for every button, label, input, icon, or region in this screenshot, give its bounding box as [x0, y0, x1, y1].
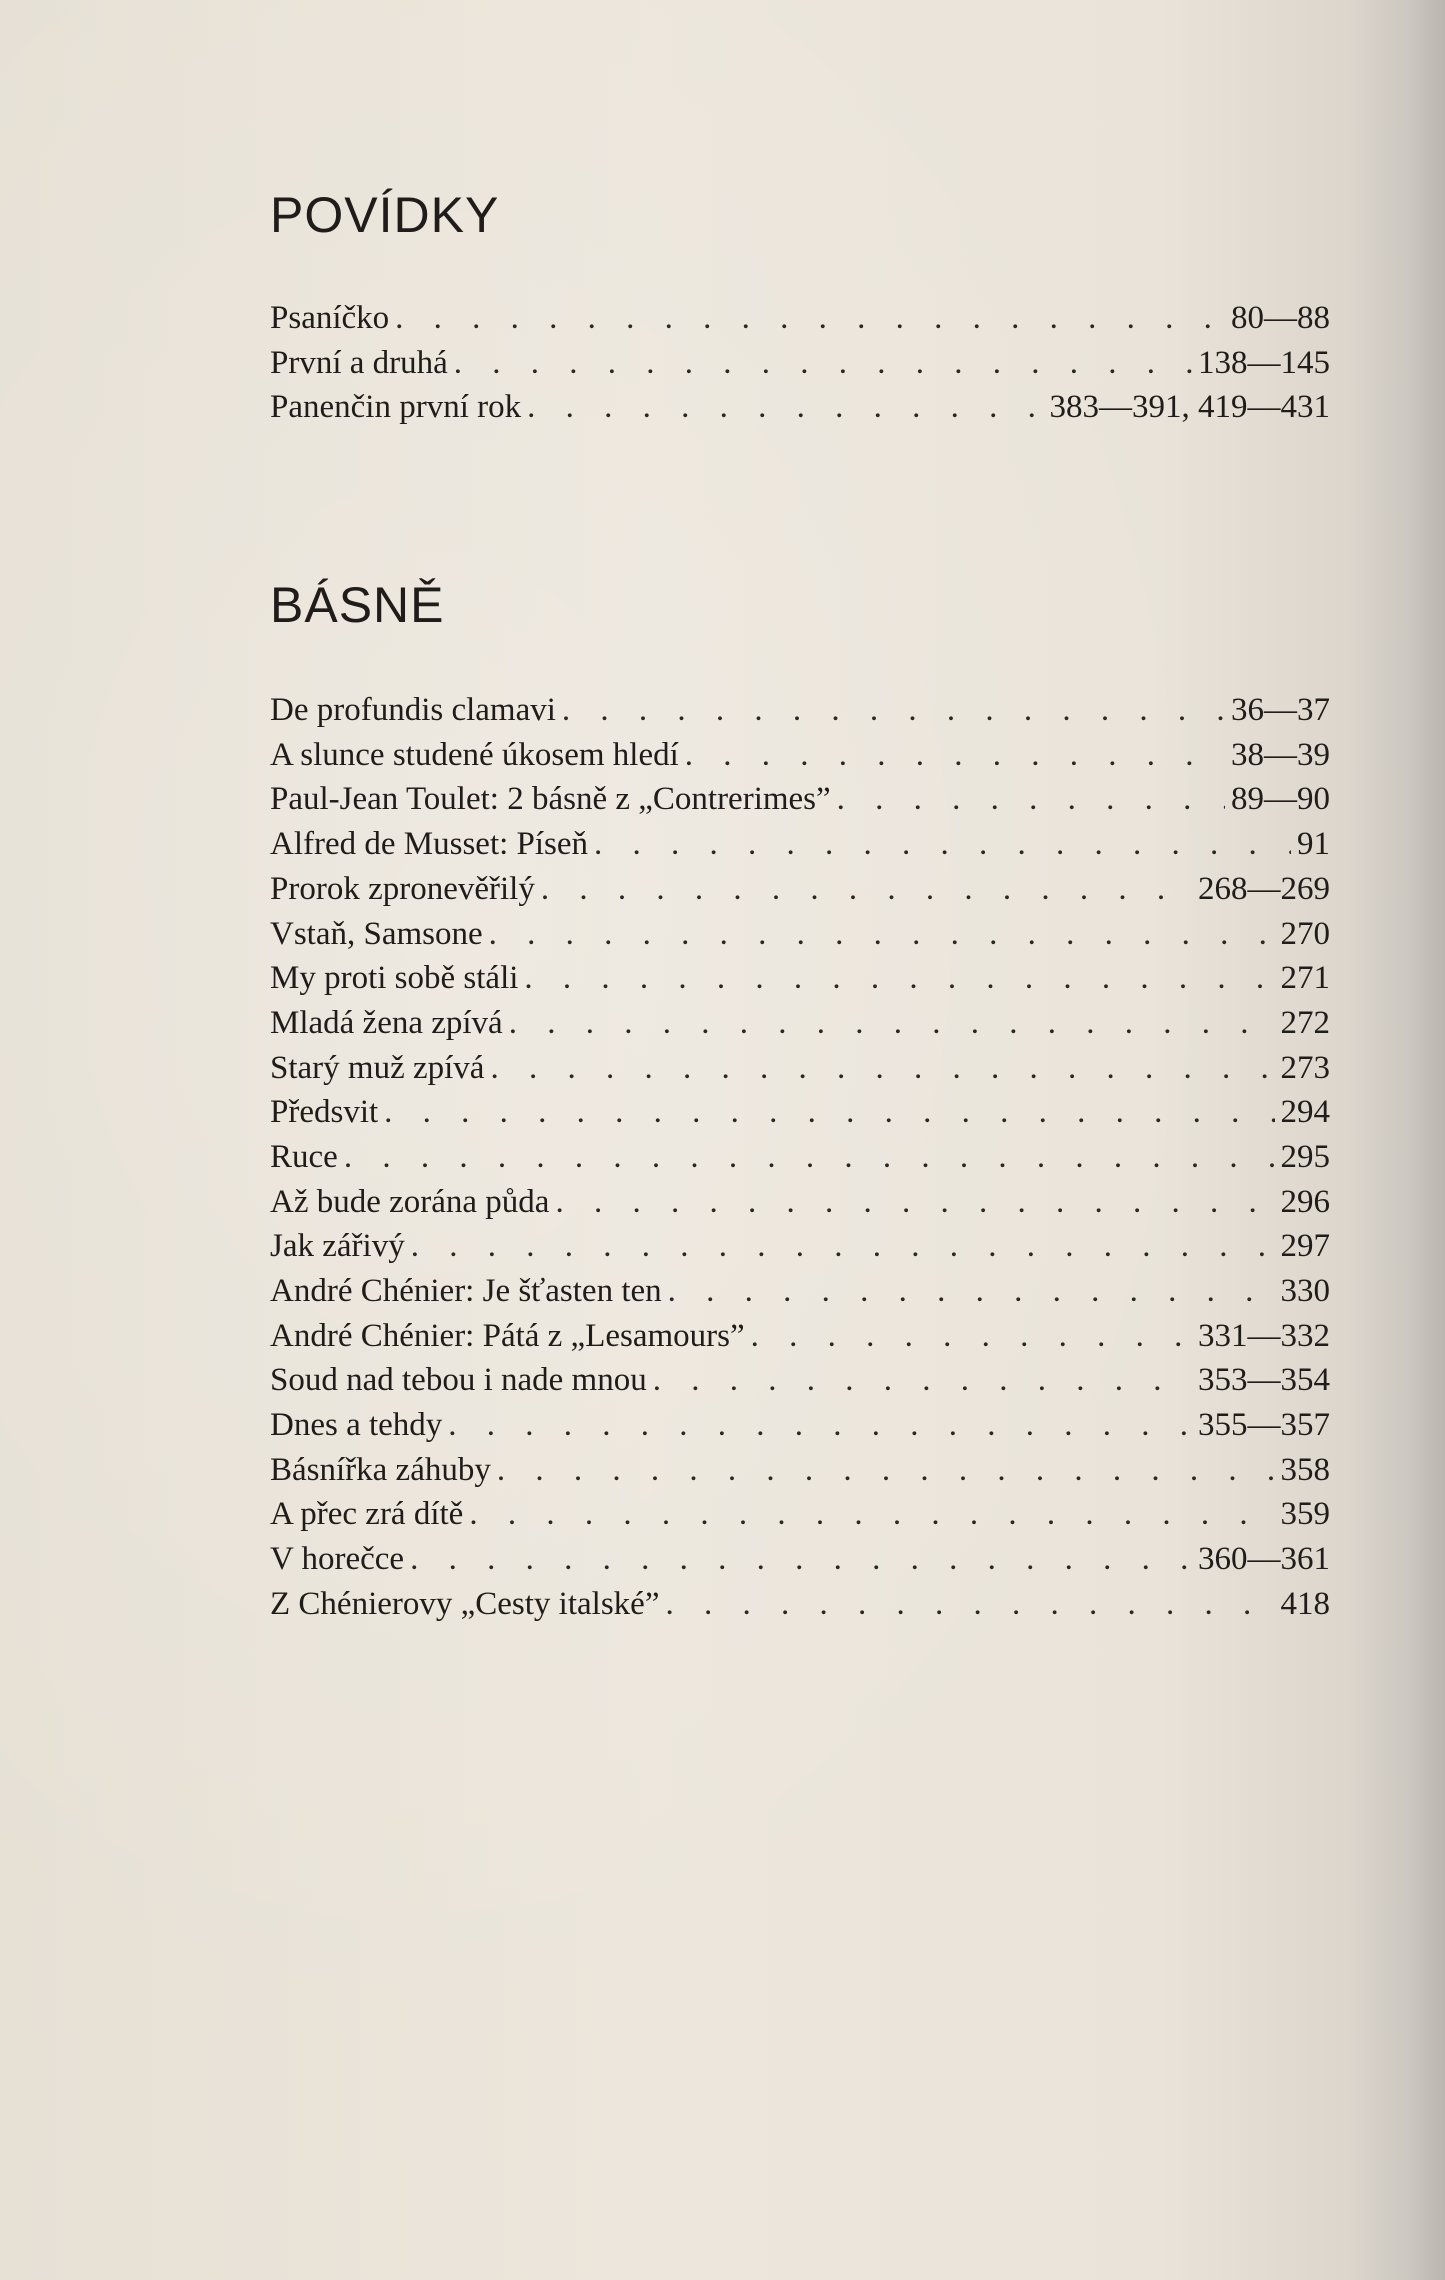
toc-entry — [270, 733, 1330, 778]
entry-title: První a druhá — [270, 344, 448, 381]
toc-entry — [270, 1180, 1330, 1225]
toc-entry — [270, 1090, 1330, 1135]
dot-leader — [665, 1582, 1274, 1627]
dot-leader — [685, 733, 1225, 778]
entry-pages: 296 — [1280, 1183, 1330, 1220]
dot-leader — [410, 1537, 1192, 1582]
dot-leader — [411, 1224, 1275, 1269]
entry-title: Z Chénierovy „Cesty italské” — [270, 1585, 660, 1622]
section-heading-basne: BÁSNĚ — [270, 577, 445, 634]
entry-title: Prorok zpronevěřilý — [270, 870, 535, 907]
entry-pages: 271 — [1280, 960, 1330, 997]
dot-leader — [469, 1492, 1274, 1537]
toc-entry — [270, 688, 1330, 733]
toc-entry — [270, 777, 1330, 822]
toc-entry — [270, 1403, 1330, 1448]
toc-entry — [270, 867, 1330, 912]
dot-leader — [751, 1314, 1192, 1359]
table-of-contents — [270, 187, 1330, 1627]
toc-entry — [270, 1582, 1330, 1627]
entry-pages: 36—37 — [1231, 692, 1330, 729]
entry-pages: 418 — [1280, 1585, 1330, 1622]
toc-entry — [270, 1492, 1330, 1537]
dot-leader — [524, 956, 1274, 1001]
entry-pages: 359 — [1280, 1496, 1330, 1533]
dot-leader — [837, 777, 1225, 822]
dot-leader — [653, 1358, 1192, 1403]
toc-entry — [270, 956, 1330, 1001]
entry-pages: 330 — [1280, 1273, 1330, 1309]
show-through-heading — [215, 190, 237, 281]
dot-leader — [668, 1269, 1275, 1314]
entry-title: Básnířka záhuby — [270, 1451, 491, 1488]
entry-pages: 89—90 — [1231, 781, 1330, 818]
section-heading-povidky: POVÍDKY — [270, 187, 500, 243]
dot-leader — [497, 1448, 1275, 1493]
toc-entry — [270, 1224, 1330, 1269]
dot-leader — [527, 385, 1043, 430]
page-edge-shadow — [1355, 0, 1445, 2280]
entry-pages: 353—354 — [1198, 1362, 1330, 1399]
entry-title: My proti sobě stáli — [270, 960, 519, 997]
dot-leader — [344, 1135, 1275, 1180]
dot-leader — [562, 688, 1225, 733]
entry-pages: 295 — [1280, 1138, 1330, 1175]
entry-title: André Chénier: Je šťasten ten — [270, 1273, 662, 1309]
entry-pages: 331—332 — [1198, 1317, 1330, 1354]
toc-entry — [270, 1314, 1330, 1359]
entry-pages: 294 — [1280, 1094, 1330, 1131]
dot-leader — [509, 1001, 1275, 1046]
entry-pages: 38—39 — [1231, 736, 1330, 773]
toc-entry — [270, 385, 1330, 430]
toc-entry — [270, 1448, 1330, 1493]
dot-leader — [490, 1046, 1274, 1091]
entry-pages: 91 — [1297, 826, 1330, 863]
entry-title: Předsvit — [270, 1094, 379, 1131]
dot-leader — [555, 1180, 1274, 1225]
toc-entry — [270, 912, 1330, 957]
entry-title: V horečce — [270, 1541, 405, 1578]
entry-title: Alfred de Musset: Píseň — [270, 826, 589, 863]
entry-title: Dnes a tehdy — [270, 1407, 443, 1444]
entry-title: Jak zářivý — [270, 1228, 405, 1265]
entry-title: A slunce studené úkosem hledí — [270, 736, 679, 773]
toc-entry — [270, 1358, 1330, 1403]
toc-list-povidky — [270, 296, 1330, 430]
toc-entry — [270, 1046, 1330, 1091]
toc-entry — [270, 1537, 1330, 1582]
dot-leader — [454, 341, 1192, 386]
entry-pages: 268—269 — [1198, 870, 1330, 907]
toc-entry — [270, 341, 1330, 386]
dot-leader — [395, 296, 1225, 341]
entry-title: Ruce — [270, 1138, 338, 1175]
entry-pages: 138—145 — [1198, 344, 1330, 381]
entry-title: Panenčin první rok — [270, 389, 522, 426]
entry-title: André Chénier: Pátá z „Lesamours” — [270, 1317, 745, 1354]
entry-title: Starý muž zpívá — [270, 1049, 485, 1086]
entry-pages: 273 — [1280, 1049, 1330, 1086]
entry-pages: 80—88 — [1231, 300, 1330, 336]
entry-pages: 355—357 — [1198, 1407, 1330, 1444]
toc-entry — [270, 822, 1330, 867]
dot-leader — [541, 867, 1192, 912]
entry-title: Psaníčko — [270, 300, 390, 336]
dot-leader — [384, 1090, 1274, 1135]
entry-title: Soud nad tebou i nade mnou — [270, 1362, 647, 1399]
entry-title: Mladá žena zpívá — [270, 1004, 503, 1041]
dot-leader — [489, 912, 1275, 957]
dot-leader — [594, 822, 1291, 867]
dot-leader — [448, 1403, 1192, 1448]
entry-pages: 383—391, 419—431 — [1049, 389, 1330, 426]
entry-title: De profundis clamavi — [270, 692, 556, 729]
entry-pages: 270 — [1280, 915, 1330, 952]
entry-pages: 358 — [1280, 1451, 1330, 1488]
entry-pages: 297 — [1280, 1228, 1330, 1265]
entry-title: Až bude zorána půda — [270, 1183, 550, 1220]
toc-list-basne — [270, 688, 1330, 1626]
entry-title: Paul-Jean Toulet: 2 básně z „Contrerimes” — [270, 781, 831, 818]
entry-title: Vstaň, Samsone — [270, 915, 483, 952]
entry-pages: 360—361 — [1198, 1541, 1330, 1578]
toc-entry — [270, 1001, 1330, 1046]
toc-entry — [270, 1135, 1330, 1180]
toc-entry — [270, 296, 1330, 341]
toc-entry — [270, 1269, 1330, 1314]
entry-pages: 272 — [1280, 1004, 1330, 1041]
entry-title: A přec zrá dítě — [270, 1496, 464, 1533]
